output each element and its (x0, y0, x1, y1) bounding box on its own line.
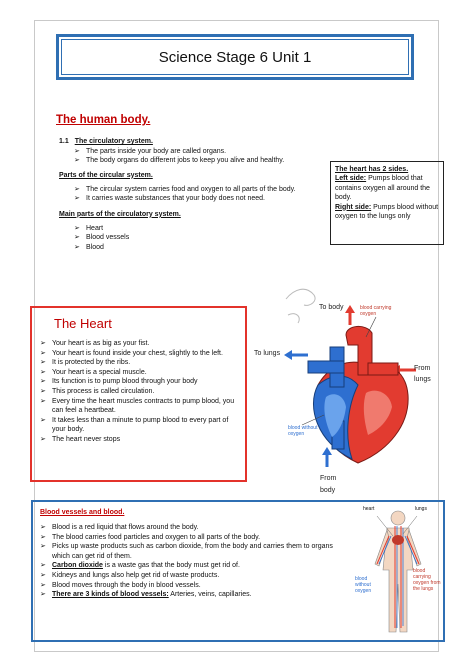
heart-title: The Heart (54, 316, 112, 331)
heart-facts-box (30, 306, 247, 482)
list-item: ➢ It is protected by the ribs. (40, 358, 238, 368)
parts-heading: Parts of the circular system. (59, 171, 153, 179)
list-item: ➢ Blood vessels (74, 233, 329, 243)
list-item: ➢ Blood (74, 243, 329, 253)
list-item: ➢ It takes less than a minute to pump blood to every part of your body. (40, 416, 238, 435)
list-item: ➢ It carries waste substances that your body does not need. (74, 194, 329, 204)
heart-diagram (248, 275, 448, 497)
pulmonary-vein (368, 363, 398, 375)
from-body-label: From body (320, 475, 337, 494)
list-item: ➢ Picks up waste products such as carbon dioxide, from the body and carries them to organs which can get rid of them. (40, 542, 340, 561)
list-item: ➢ The parts inside your body are called organs. (74, 147, 329, 157)
blood-vessels-box (31, 500, 445, 642)
title-box (56, 34, 414, 80)
section-heading: The human body. (56, 114, 151, 126)
heart-label: heart (363, 506, 375, 512)
heart-sides-title: The heart has 2 sides. (335, 166, 409, 173)
heart-shape (392, 535, 404, 545)
main-parts-list (59, 224, 329, 253)
lungs-label: lungs (415, 506, 427, 512)
title-box-inner-border (61, 39, 409, 75)
heart-facts-list (40, 339, 238, 445)
subsection-title: The circulatory system. (74, 138, 153, 145)
to-lungs-arrowhead (284, 350, 292, 360)
left-side-text: Left side: Pumps blood that contains oxygen all around the body. (335, 175, 430, 202)
from-body-arrowhead (322, 447, 332, 455)
list-item: ➢ This process is called circulation. (40, 387, 238, 397)
list-item: ➢ The heart never stops (40, 435, 238, 445)
subsection-heading (59, 137, 329, 147)
list-item: ➢ Your heart is found inside your chest, slightly to the left. (40, 349, 238, 359)
page-title: Science Stage 6 Unit 1 (158, 48, 312, 66)
subsection-list (59, 147, 329, 166)
heart-sides-box (330, 161, 444, 245)
left-side-label: Left side: (335, 175, 367, 183)
body-head (391, 511, 405, 525)
list-item: ➢ Carbon dioxide is a waste gas that the body must get rid of. (40, 561, 340, 571)
body-circulation-diagram (355, 506, 441, 638)
blood-facts-list (40, 523, 340, 600)
list-item: ➢ Kidneys and lungs also help get rid of waste products. (40, 571, 340, 581)
with-oxygen-label: blood carrying oxygen (360, 305, 392, 317)
right-side-label: Right side: (335, 203, 372, 211)
list-item: ➢ Your heart is a special muscle. (40, 368, 238, 378)
list-item: ➢ Every time the heart muscles contracts to pump blood, you can feel a heartbeat. (40, 397, 238, 416)
heart-illustration (248, 275, 448, 497)
to-lungs-label: To lungs (254, 350, 281, 357)
pulmonary-artery (308, 361, 344, 373)
without-oxygen-body-label: blood without oxygen (355, 576, 372, 594)
list-item: ➢ Blood moves through the body in blood vessels. (40, 581, 340, 591)
list-item: ➢ The blood carries food particles and oxygen to all parts of the body. (40, 533, 340, 543)
from-lungs-label: From lungs (414, 365, 431, 383)
circulatory-section (59, 137, 329, 253)
sketch-lines (286, 289, 315, 323)
carrying-oxygen-body-label: blood carrying oxygen from the lungs (413, 568, 441, 592)
list-item: ➢ There are 3 kinds of blood vessels: Arteries, veins, capillaries. (40, 590, 340, 600)
parts-list (59, 185, 329, 204)
heart-pointer (377, 516, 393, 536)
to-body-label: To body (319, 304, 344, 311)
list-item: ➢ Its function is to pump blood through your body (40, 377, 238, 387)
without-oxygen-label: blood without oxygen (288, 425, 318, 437)
subsection-number: 1.1 (59, 138, 69, 145)
blood-vessels-title: Blood vessels and blood. (40, 509, 125, 516)
list-item: ➢ The circular system carries food and oxygen to all parts of the body. (74, 185, 329, 195)
to-body-arrowhead (345, 305, 355, 313)
list-item: ➢ Blood is a red liquid that flows around the body. (40, 523, 340, 533)
list-item: ➢ Heart (74, 224, 329, 234)
right-side-text: Right side: Pumps blood without oxygen to the lungs only (335, 203, 439, 221)
main-parts-heading: Main parts of the circulatory system. (59, 210, 181, 218)
list-item: ➢ The body organs do different jobs to keep you alive and healthy. (74, 156, 329, 166)
list-item: ➢ Your heart is as big as your fist. (40, 339, 238, 349)
